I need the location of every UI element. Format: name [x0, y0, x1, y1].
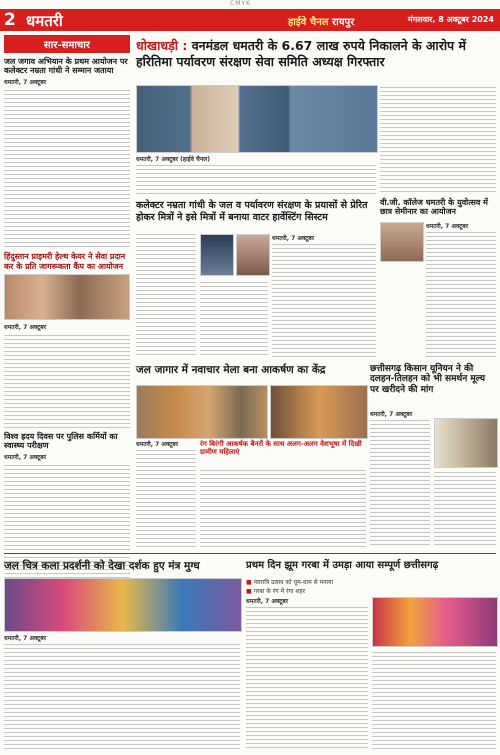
exhibit-photo: [4, 578, 242, 632]
collector-body-2: [200, 280, 268, 357]
fair-body: [136, 448, 196, 548]
fair-dateline: धमतरी, 7 अक्टूबर: [136, 441, 179, 448]
story2-photo: [4, 274, 130, 320]
collector-photo-2: [236, 234, 270, 276]
garba-body-2: [372, 650, 496, 750]
exhibit-dateline: धमतरी, 7 अक्टूबर: [4, 635, 47, 642]
story2-body: [4, 333, 130, 428]
collector-dateline: धमतरी, 7 अक्टूबर: [272, 235, 315, 242]
box-title: सार-समाचार: [4, 35, 130, 53]
story2-dateline: धमतरी, 7 अक्टूबर: [4, 323, 47, 331]
story1-headline: जल जगाव अभियान के प्रथम आयोजन पर कलेक्टर नम्रता गांधी ने सम्मान जताया: [4, 57, 128, 76]
fair-body-2: [200, 468, 366, 548]
story1-body: [4, 88, 130, 248]
kisan-dateline: धमतरी, 7 अक्टूबर: [370, 411, 413, 418]
collector-headline: कलेक्टर नम्रता गांधी के जल व पर्यावरण संरक्षण के प्रयासों से प्रेरित होकर मित्रों ने इसे मित्रों में बनाया वाटर हार्वेस्टिंग सिस्टम: [136, 200, 368, 223]
garba-dateline: धमतरी, 7 अक्टूबर: [246, 598, 289, 605]
lead-headline: [136, 38, 496, 71]
exhibit-headline: जल चित्र कला प्रदर्शनी को देखा दर्शक हुए मंत्र मुग्ध: [4, 560, 200, 572]
kisan-body: [370, 418, 430, 548]
story2-headline: हिंदुस्तान प्राइमरी हेल्थ केयर ने सेवा प्रदान कर के प्रति जागरूकता कैंप का आयोजन: [4, 252, 126, 271]
section-title: धमतरी: [26, 12, 63, 30]
lead-kicker: धोखाधड़ी :: [136, 38, 188, 53]
garba-body: [246, 605, 368, 750]
fair-headline: जल जागार में नवाचार मेला बना आकर्षण का केंद्र: [136, 364, 326, 376]
garba-headline: प्रथम दिन झूम गरबा में उमड़ा आया सम्पूर्ण छत्तीसगढ़: [246, 560, 439, 571]
story1-dateline: धमतरी, 7 अक्टूबर: [4, 79, 47, 87]
date-line: मंगलवार, 8 अक्टूबर 2024: [407, 15, 494, 24]
story3-headline: विश्व ह्रदय दिवस पर पुलिस कर्मियों का स्वास्थ्य परीक्षण: [4, 431, 118, 450]
garba-bullet-2: ■ गरबा के रंग में रंगा शहर: [246, 588, 306, 595]
lead-dateline: धमतरी, 7 अक्टूबर (हाईवे चैनल): [136, 156, 210, 163]
cmyk-mark: CMYK: [230, 0, 251, 7]
side-headline: वी.जी. कॉलेज धमतरी के युवोत्सव में छात्र सेमीनार का आयोजन: [380, 198, 488, 217]
masthead: [0, 9, 500, 31]
collector-body-left: [136, 232, 196, 357]
fair-photo-2: [270, 385, 368, 439]
garba-photo: [372, 597, 498, 647]
kisan-headline: छत्तीसगढ़ किसान यूनियन ने की दलहन-तिलहन को भी समर्थन मूल्य पर खरीदने की मांग: [370, 364, 486, 395]
side-dateline: धमतरी, 7 अक्टूबर: [426, 223, 469, 230]
story3-dateline: धमतरी, 7 अक्टूबर: [4, 454, 47, 462]
side-photo: [380, 222, 424, 262]
lead-photo: [136, 85, 378, 153]
exhibit-body: [4, 642, 240, 750]
fair-photo: [136, 385, 268, 439]
lead-headline-text: वनमंडल धमतरी के 6.67 लाख रुपये निकालने के आरोप में हरितिमा पर्यावरण संरक्षण सेवा समिति अध्यक्ष गिरफ्तार: [136, 38, 466, 70]
section-rule: [4, 553, 496, 554]
brand-name: हाईवे चैनल रायपुर: [288, 17, 355, 28]
lead-story: [136, 38, 496, 71]
fair-caption: रंग बिरंगी आकर्षक बैनरों के साथ अलग-अलग वेशभूषा में दिखी ग्रामीण महिलाएं: [200, 440, 362, 457]
lead-body: [136, 163, 376, 195]
page-number: 2: [4, 10, 16, 30]
collector-body: [272, 242, 376, 357]
garba-bullet-1: ■ नवरात्रि उत्सव को धूम-धाम से मनाया: [246, 579, 334, 586]
kisan-photo: [434, 418, 498, 468]
kisan-body-2: [434, 470, 496, 548]
side-body: [426, 230, 496, 360]
collector-photo-1: [200, 234, 234, 276]
lead-body-top: [380, 85, 496, 195]
